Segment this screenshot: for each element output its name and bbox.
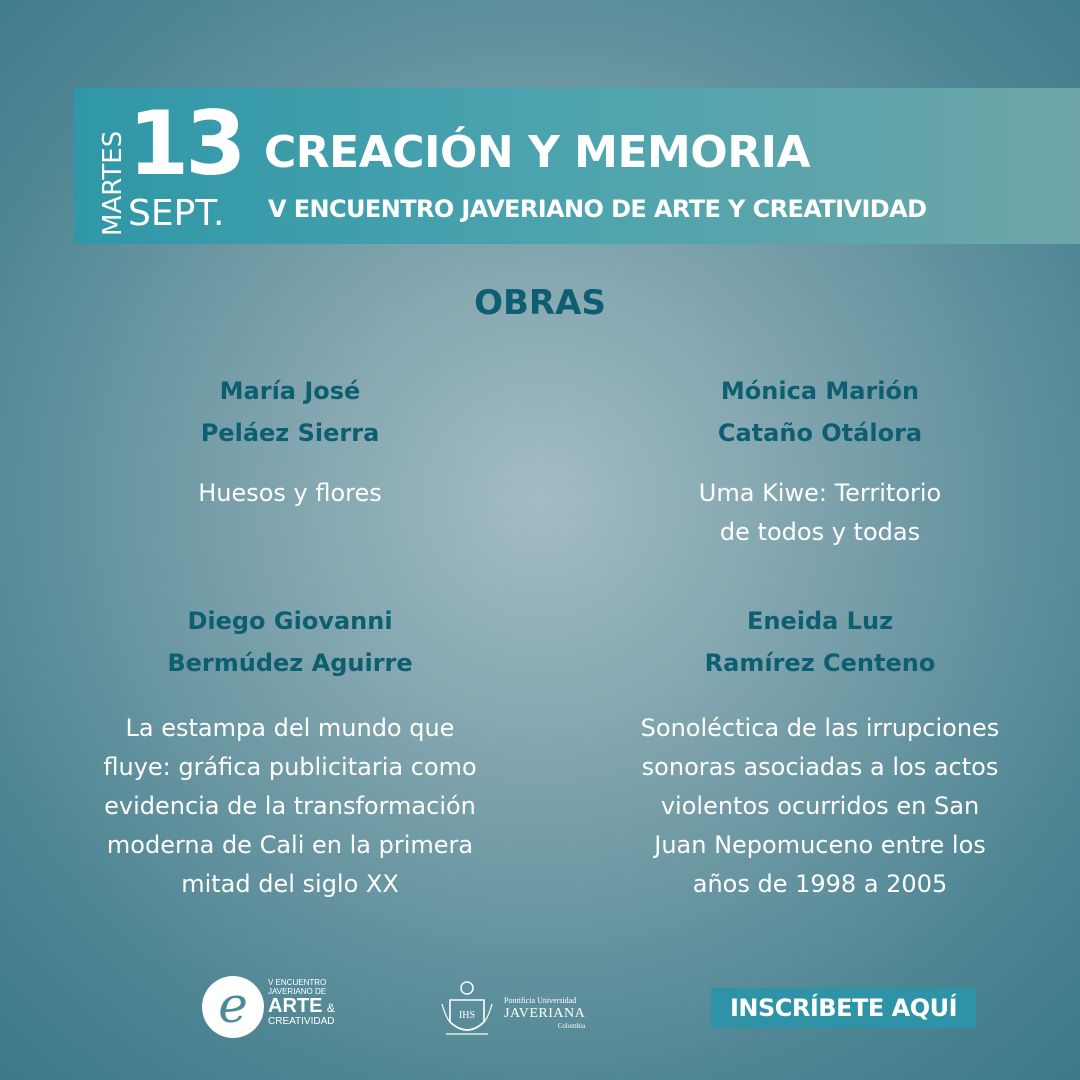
logo-line: JAVERIANA [504, 1006, 586, 1021]
university-logo [438, 978, 608, 1040]
section-title: OBRAS [474, 283, 606, 323]
logo-line-arte [268, 996, 335, 1017]
university-crest-icon [438, 978, 496, 1040]
work-item [70, 600, 510, 904]
work-title-line: Uma Kiwe: Territorio [698, 479, 942, 507]
author-name-line2: Ramírez Centeno [704, 649, 936, 677]
register-button[interactable]: INSCRÍBETE AQUÍ [711, 988, 976, 1028]
author-name-line1: Diego Giovanni [187, 607, 393, 635]
encuentro-e-icon: e [202, 976, 264, 1038]
work-title-line: años de 1998 a 2005 [692, 870, 948, 898]
work-title-line: sonoras asociadas a los actos [641, 753, 999, 781]
work-title-line: Juan Nepomuceno entre los [654, 831, 986, 859]
work-title-line: fluye: gráfica publicitaria como [103, 753, 477, 781]
logo-arte: ARTE [268, 995, 323, 1017]
day-number: 13 [128, 92, 243, 195]
logo-line: V ENCUENTRO [268, 978, 327, 987]
work-item [90, 370, 490, 513]
event-title: CREACIÓN Y MEMORIA [264, 127, 811, 178]
work-title-line: de todos y todas [719, 518, 921, 546]
logo-line: CREATIVIDAD [268, 1016, 335, 1027]
university-logo-text [504, 996, 585, 1031]
svg-text:IHS: IHS [458, 1010, 476, 1021]
logo-line: JAVERIANO DE [268, 987, 327, 996]
weekday-label: MARTES [98, 130, 128, 236]
author-name-line1: María José [219, 377, 361, 405]
logo-amp: & [326, 1001, 335, 1015]
work-title-line: La estampa del mundo que [125, 714, 455, 742]
work-title-line: violentos ocurridos en San [660, 792, 980, 820]
author-name-line2: Cataño Otálora [717, 419, 923, 447]
logo-line: Colombia [557, 1022, 586, 1030]
author-name-line1: Eneida Luz [746, 607, 894, 635]
work-title-line: Sonoléctica de las irrupciones [640, 714, 1000, 742]
work-title-line: moderna de Cali en la primera [106, 831, 474, 859]
work-title-line: Huesos y flores [198, 479, 382, 507]
work-item [620, 370, 1020, 552]
logo-line: Pontificia Universidad [504, 996, 577, 1005]
event-subtitle: V ENCUENTRO JAVERIANO DE ARTE Y CREATIVIDAD [268, 195, 927, 223]
work-title-line: mitad del siglo XX [181, 870, 399, 898]
month-label: SEPT. [128, 193, 225, 234]
work-title-line: evidencia de la transformación [104, 792, 476, 820]
author-name-line2: Peláez Sierra [200, 419, 380, 447]
author-name-line2: Bermúdez Aguirre [167, 649, 413, 677]
author-name-line1: Mónica Marión [720, 377, 920, 405]
encuentro-logo [202, 976, 335, 1040]
encuentro-logo-text [268, 978, 335, 1026]
work-item [600, 600, 1040, 904]
